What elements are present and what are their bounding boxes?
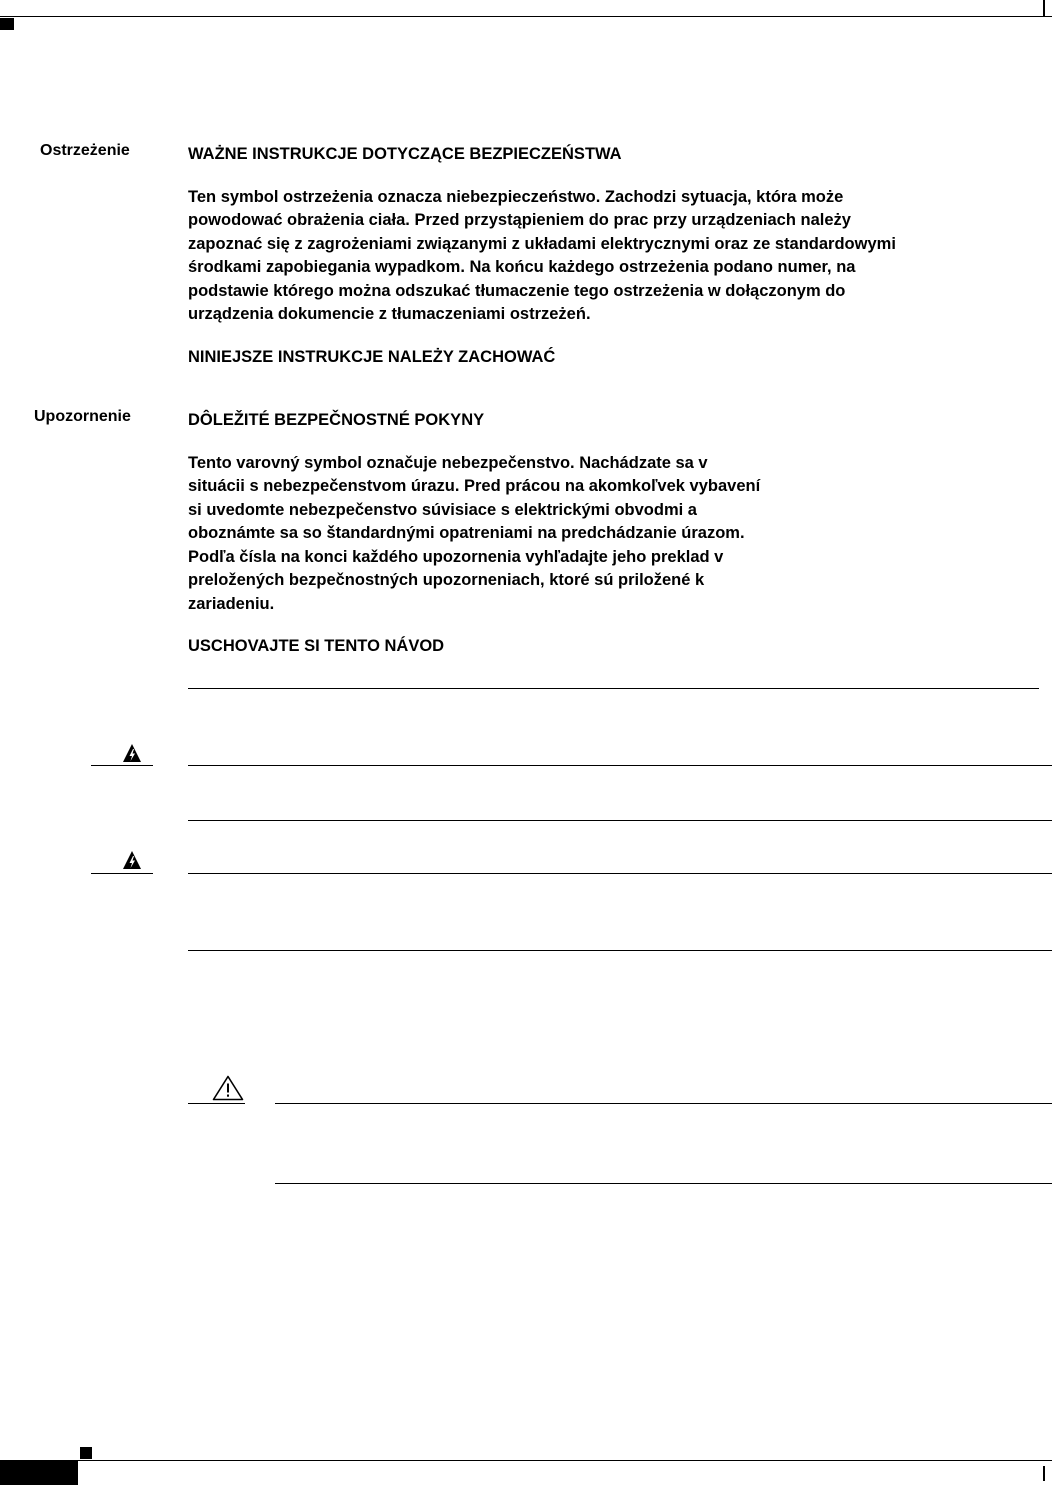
- warning-body-slovak: [188, 452, 1038, 617]
- warning-line: situácii s nebezpečenstvom úrazu. Pred prácou na akomkoľvek vybavení: [188, 477, 761, 495]
- warning-closing-slovak: USCHOVAJTE SI TENTO NÁVOD: [188, 637, 445, 655]
- top-rule: [0, 16, 1052, 17]
- caution-icon: [212, 1075, 244, 1101]
- electric-warning-icon: [122, 743, 142, 763]
- warning-line: środkami zapobiegania wypadkom. Na końcu każdego ostrzeżenia podano numer, na: [188, 258, 856, 276]
- top-right-tick: [1043, 0, 1045, 16]
- warning-line: Tento varovný symbol označuje nebezpečenstvo. Nachádzate sa v: [188, 453, 708, 472]
- warning-block-slovak: [188, 409, 1038, 659]
- warning-box-top-rule: [188, 765, 1052, 766]
- warning-line: zapoznać się z zagrożeniami związanymi z układami elektrycznymi oraz ze standardowymi: [188, 234, 896, 253]
- icon-underline: [91, 873, 153, 874]
- warning-line: zariadeniu.: [188, 594, 275, 613]
- icon-underline: [91, 765, 153, 766]
- warning-closing-polish: NINIEJSZE INSTRUKCJE NALEŻY ZACHOWAĆ: [188, 347, 556, 366]
- warning-line: powodować obrażenia ciała. Przed przystąpieniem do prac przy urządzeniach należy: [188, 211, 851, 229]
- footer-right-tick: [1043, 1466, 1045, 1481]
- caution-box-top-rule: [275, 1103, 1052, 1104]
- warning-line: podstawie którego można odszukać tłumaczenie tego ostrzeżenia w dołączonym do: [188, 281, 846, 300]
- warning-block-polish: [188, 143, 1038, 369]
- footer-page-tab: [0, 1461, 78, 1485]
- warning-line: preložených bezpečnostných upozorneniach, ktoré sú priložené k: [188, 571, 705, 589]
- warning-line: oboznámte sa so štandardnými opatreniami na predchádzanie úrazom.: [188, 524, 745, 542]
- warning-title-polish: WAŻNE INSTRUKCJE DOTYCZĄCE BEZPIECZEŃSTWA: [188, 145, 622, 163]
- icon-underline: [188, 1103, 245, 1104]
- warning-label-polish: Ostrzeżenie: [40, 142, 130, 159]
- electric-warning-icon: [122, 850, 142, 870]
- footer-small-marker: [80, 1447, 92, 1459]
- warning-box-top-rule: [188, 873, 1052, 874]
- warning-label-slovak: Upozornenie: [34, 408, 131, 425]
- warning-box-bottom-rule: [188, 820, 1052, 821]
- caution-box-bottom-rule: [275, 1183, 1052, 1184]
- warning-body-polish: [188, 186, 1038, 327]
- warning-line: Podľa čísla na konci každého upozornenia vyhľadajte jeho preklad v: [188, 547, 724, 566]
- warning-line: Ten symbol ostrzeżenia oznacza niebezpieczeństwo. Zachodzi sytuacja, która może: [188, 187, 844, 206]
- section-divider: [188, 688, 1039, 689]
- warning-line: si uvedomte nebezpečenstvo súvisiace s elektrickými obvodmi a: [188, 500, 697, 519]
- warning-title-slovak: DÔLEŽITÉ BEZPEČNOSTNÉ POKYNY: [188, 411, 485, 429]
- warning-box-bottom-rule: [188, 950, 1052, 951]
- footer-rule: [0, 1460, 1052, 1461]
- top-left-marker: [0, 18, 14, 30]
- warning-line: urządzenia dokumencie z tłumaczeniami ostrzeżeń.: [188, 305, 591, 323]
